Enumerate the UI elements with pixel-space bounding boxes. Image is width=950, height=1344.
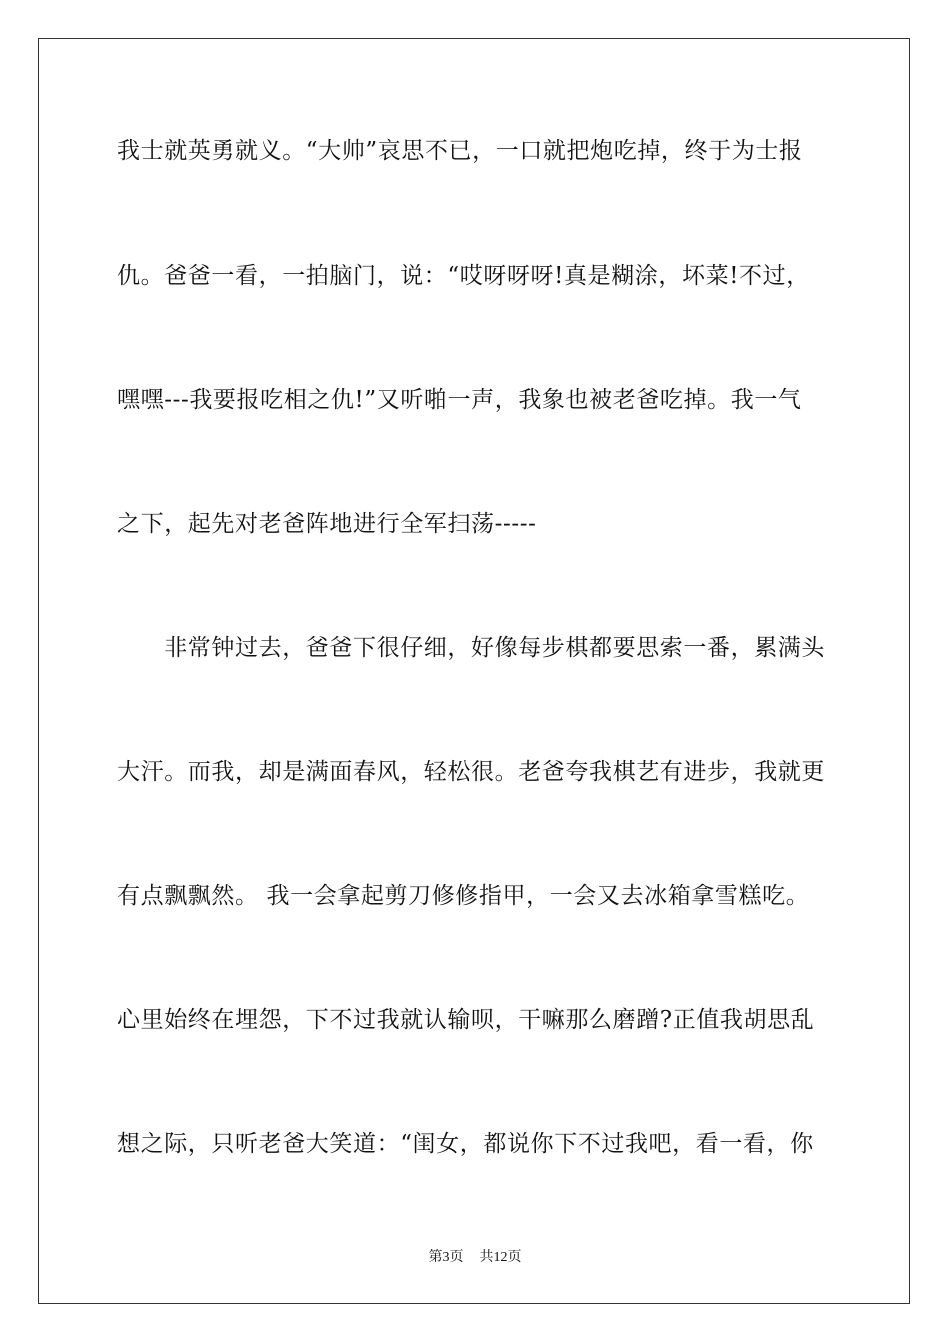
text-line-1: 我士就英勇就义。“大帅”哀思不已，一口就把炮吃掉，终于为士报 <box>117 138 803 164</box>
text-line-5: 非常钟过去，爸爸下很仔细，好像每步棋都要思索一番，累满头 <box>117 635 825 661</box>
page-border <box>38 38 910 1304</box>
text-line-2: 仇。爸爸一看，一拍脑门，说：“哎呀呀呀!真是糊涂，坏菜!不过， <box>117 263 810 289</box>
text-line-3: 嘿嘿---我要报吃相之仇!”又听啪一声，我象也被老爸吃掉。我一气 <box>117 387 802 413</box>
page-number: 第3页 <box>428 1250 464 1265</box>
text-line-8: 心里始终在埋怨，下不过我就认输呗，干嘛那么磨蹭?正值我胡思乱 <box>117 1007 815 1033</box>
text-line-6: 大汗。而我，却是满面春风，轻松很。老爸夸我棋艺有进步，我就更 <box>117 759 825 785</box>
text-line-9: 想之际，只听老爸大笑道：“闺女，都说你下不过我吧，看一看，你 <box>117 1131 814 1157</box>
page-footer <box>0 1246 950 1266</box>
page-total: 共12页 <box>479 1250 522 1265</box>
text-line-4: 之下，起先对老爸阵地进行全军扫荡----- <box>117 511 537 537</box>
text-line-7: 有点飘飘然。 我一会拿起剪刀修修指甲，一会又去冰箱拿雪糕吃。 <box>117 883 810 909</box>
